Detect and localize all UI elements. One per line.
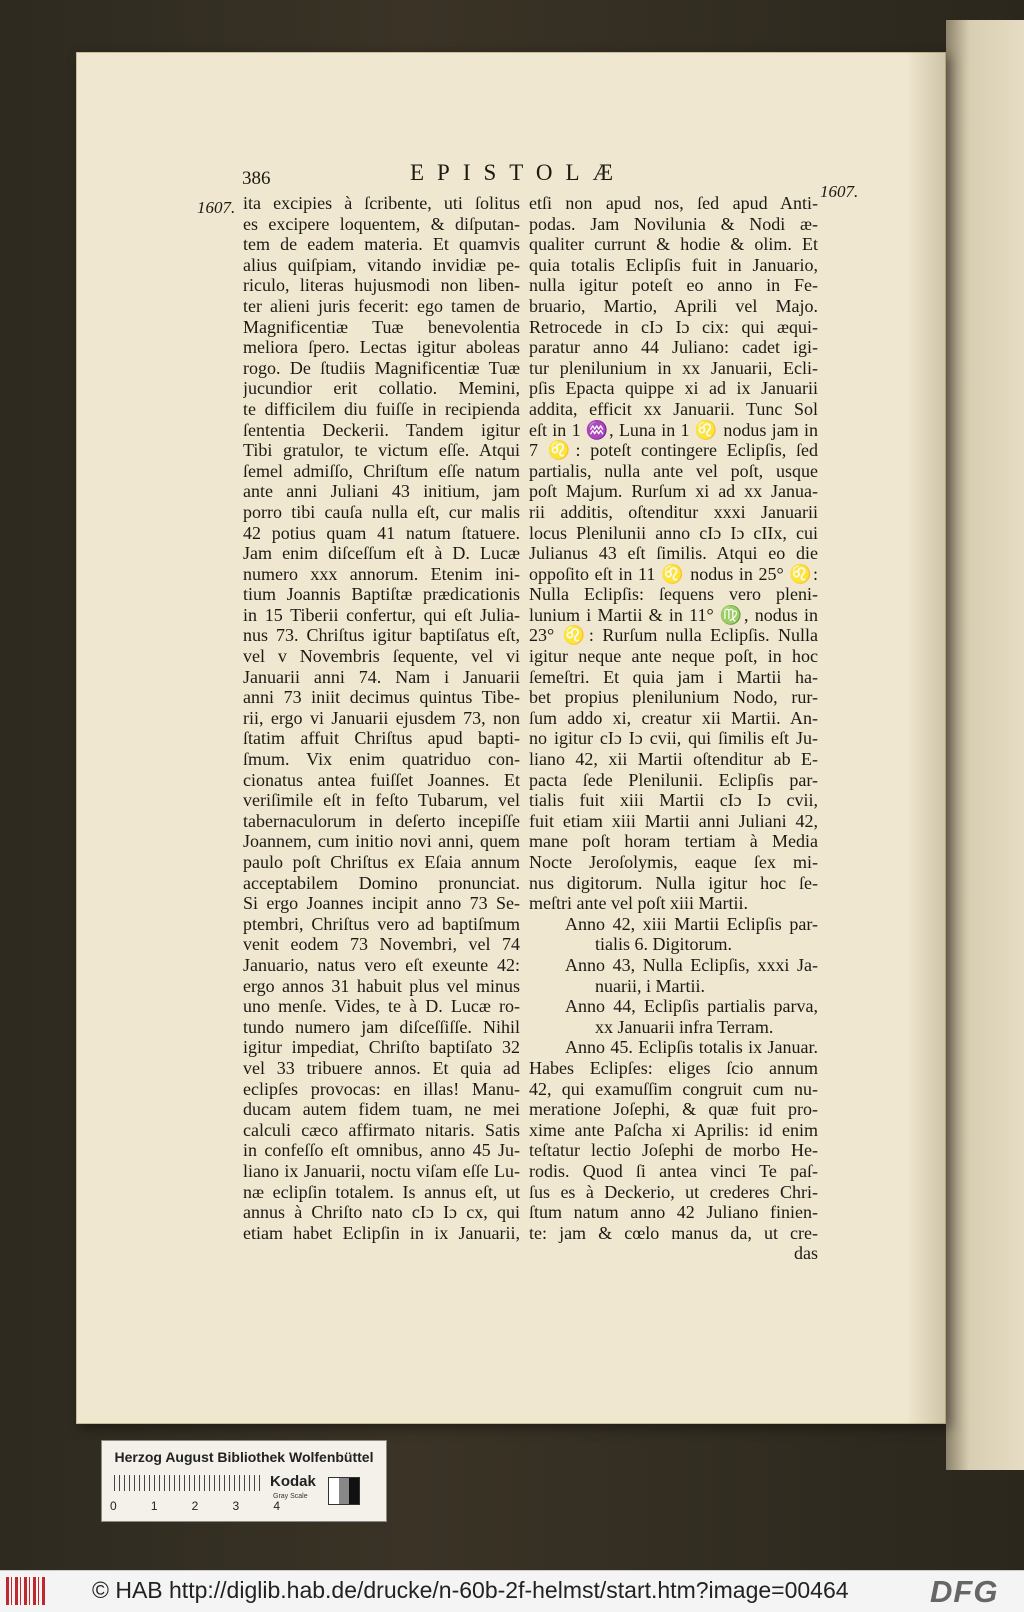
text-line: eſt in 1 ♒, Luna in 1 ♌ nodus jam in [529, 419, 818, 440]
text-line: ſum addo xi, creatur xii Martii. An- [529, 707, 818, 728]
text-line: xime ante Paſcha xi Aprilis: id enim [529, 1119, 818, 1140]
text-line: xx Januarii infra Terram. [595, 1016, 774, 1037]
text-line: 42 potius quam 41 natum ſtatuere. [243, 522, 520, 543]
text-line: igitur neque ante neque poſt, in hoc [529, 646, 818, 667]
text-line: annus à Chriſto nato cIɔ Iɔ cx, qui [243, 1202, 520, 1223]
footer-bar [0, 1570, 1024, 1612]
text-line: rodis. Quod ſi antea vinci Te paſ- [529, 1160, 818, 1181]
gray-patch-icon [328, 1477, 360, 1505]
text-line: Anno 43, Nulla Eclipſis, xxxi Ja- [565, 954, 818, 975]
text-line: 42, qui examuſſim congruit cum nu- [529, 1078, 818, 1099]
text-line: vel v Novembris ſequente, vel vi [243, 646, 520, 667]
text-line: Anno 42, xiii Martii Eclipſis par- [565, 913, 818, 934]
text-line: liano 42, xii Martii oſtenditur ab E- [529, 749, 818, 770]
gray-scale-label: Gray Scale [273, 1493, 308, 1500]
text-line: nuarii, i Martii. [595, 975, 705, 996]
text-line: oppoſito eſt in 11 ♌ nodus in 25° ♌: [529, 563, 818, 584]
text-line: Magnificentiæ Tuæ benevolentia [243, 316, 520, 337]
facing-page-edge [946, 20, 1024, 1470]
text-line: næ eclipſin totalem. Is annus eſt, ut [243, 1181, 520, 1202]
text-line: etſi non apud nos, ſed apud Anti- [529, 193, 818, 213]
text-line: rii additis, oſtenditur xxxi Januarii [529, 501, 818, 522]
barcode-icon [6, 1577, 46, 1605]
text-line: Julianus 43 eſt ſimilis. Atqui eo die [529, 543, 818, 564]
text-line: paulo poſt Chriſtus ex Eſaia annum [243, 852, 520, 872]
text-line: Joannem, cum initio novi anni, quem [243, 831, 520, 852]
dfg-logo: DFG [930, 1574, 999, 1609]
text-line: venit eodem 73 Novembri, vel 74 [243, 934, 520, 955]
ruler-number: 3 [232, 1499, 240, 1513]
color-calibration-card [101, 1440, 387, 1522]
text-line: meſtri ante vel poſt xiii Martii. [529, 893, 748, 914]
text-line: Habes Eclipſes: eliges ſcio annum [529, 1057, 818, 1078]
text-line: te difficilem diu fuiſſe in recipienda [243, 398, 520, 419]
library-name: Herzog August Bibliothek Wolfenbüttel [114, 1449, 374, 1465]
text-line: ſententia Deckerii. Tandem igitur [243, 419, 520, 440]
text-line: meratione Joſephi, & quæ fuit pro- [529, 1099, 818, 1120]
text-line: ſtum natum anno 42 Juliano finien- [529, 1202, 818, 1223]
text-line: rii, ergo vi Januarii ejusdem 73, non [243, 707, 520, 728]
text-line: fuit etiam xiii Martii anni Juliani 42, [529, 810, 818, 831]
text-line: meliora ſpero. Lectas igitur aboleas [243, 337, 520, 358]
text-line: eclipſes provocas: en illas! Manu- [243, 1078, 520, 1099]
text-line: ter alieni juris fecerit: ego tamen de [243, 295, 520, 316]
text-line: ſus es à Deckerio, ut crederes Chri- [529, 1181, 818, 1202]
text-line: Anno 44, Eclipſis partialis parva, [565, 996, 818, 1017]
text-line: cionatus antea fuiſſet Joannes. Et [243, 769, 520, 790]
text-line: vel 33 tribuere annos. Et quia ad [243, 1057, 520, 1078]
text-column-right [529, 193, 818, 1264]
text-line: Januarii anni 74. Nam i Januarii [243, 666, 520, 687]
text-line: igitur impediat, Chriſto baptiſato 32 [243, 1037, 520, 1058]
text-line: in 15 Tiberii confertur, qui eſt Julia- [243, 604, 520, 625]
text-line: paratur anno 44 Juliano: cadet igi- [529, 337, 818, 358]
text-column-left [243, 193, 520, 1243]
text-line: rogo. De ſtudiis Magnificentiæ Tuæ [243, 357, 520, 378]
text-line: in confeſſo eſt omnibus, anno 45 Ju- [243, 1140, 520, 1161]
text-line: jucundior erit collatio. Memini, [243, 378, 520, 399]
copyright-link[interactable]: © HAB http://diglib.hab.de/drucke/n-60b-2f-helmst/start.htm?image=00464 [92, 1577, 849, 1603]
text-line: ſmum. Vix enim quatriduo con- [243, 749, 520, 770]
text-line: ſemeſtri. Et quia jam i Martii ha- [529, 666, 818, 687]
text-line: es excipere loquentem, & diſputan- [243, 213, 520, 234]
text-line: bet propius plenilunium Nodo, rur- [529, 687, 818, 708]
text-line: tialis 6. Digitorum. [595, 934, 732, 955]
text-line: addita, efficit xx Januarii. Tunc Sol [529, 398, 818, 419]
text-line: Jam enim diſceſſum eſt à D. Lucæ [243, 543, 520, 564]
kodak-logo: Kodak [270, 1473, 316, 1490]
text-line: nulla igitur poteſt eo anno in Fe- [529, 275, 818, 296]
margin-year-right: 1607. [820, 182, 859, 201]
text-line: ſtatim affuit Chriſtus apud bapti- [243, 728, 520, 749]
text-line: pacta ſede Plenilunii. Eclipſis par- [529, 769, 818, 790]
text-line: anni 73 iniit decimus quintus Tibe- [243, 687, 520, 708]
text-line: liano ix Januarii, noctu viſam eſſe Lu- [243, 1160, 520, 1181]
text-line: Retrocede in cIɔ Iɔ cix: qui æqui- [529, 316, 818, 337]
margin-year-left: 1607. [197, 198, 236, 217]
text-line: Januario, natus vero eſt exeunte 42: [243, 954, 520, 975]
text-line: ita excipies à ſcribente, uti ſolitus [243, 193, 520, 213]
page-number: 386 [242, 168, 271, 189]
text-line: ante anni Juliani 43 initium, jam [243, 481, 520, 502]
ruler-number: 2 [191, 1499, 199, 1513]
text-line: teſtatur lectio Joſephi de morbo He- [529, 1140, 818, 1161]
text-line: tialis fuit xiii Martii cIɔ Iɔ cvii, [529, 790, 818, 811]
text-line: Anno 45. Eclipſis totalis ix Januar. [565, 1037, 818, 1058]
text-line: Tibi gratulor, te victum eſſe. Atqui [243, 440, 520, 461]
text-line: nus digitorum. Nulla igitur hoc ſe- [529, 872, 818, 893]
text-line: Nulla Eclipſis: ſequens vero pleni- [529, 584, 818, 605]
text-line: quia totalis Eclipſis fuit in Januario, [529, 254, 818, 275]
text-line: calculi cæco affirmato nitaris. Satis [243, 1119, 520, 1140]
ruler-number: 4 [273, 1499, 280, 1513]
scale-ruler [114, 1475, 262, 1491]
text-line: 7 ♌: poteſt contingere Eclipſis, ſed [529, 440, 818, 461]
text-line: tem de eadem materia. Et quamvis [243, 234, 520, 255]
text-line: ducam autem fidem tuam, ne mei [243, 1099, 520, 1120]
text-line: ergo annos 31 habuit plus vel minus [243, 975, 520, 996]
text-line: tium Joannis Baptiſtæ prædicationis [243, 584, 520, 605]
text-line: pſis Epacta quippe xi ad ix Januarii [529, 378, 818, 399]
text-line: no igitur cIɔ Iɔ cvii, qui ſimilis eſt Ju- [529, 728, 818, 749]
text-line: acceptabilem Domino pronunciat. [243, 872, 520, 893]
text-line: mane poſt horam tertiam à Media [529, 831, 818, 852]
running-title: EPISTOLÆ [410, 160, 627, 185]
text-line: bruario, Martio, Aprili vel Majo. [529, 295, 818, 316]
text-line: Si ergo Joannes incipit anno 73 Se- [243, 893, 520, 914]
text-line: uno menſe. Vides, te à D. Lucæ ro- [243, 996, 520, 1017]
text-line: podas. Jam Novilunia & Nodi æ- [529, 213, 818, 234]
text-line: das [794, 1243, 818, 1264]
text-line: etiam habet Eclipſin in ix Januarii, [243, 1222, 520, 1243]
text-line: tur plenilunium in xx Januarii, Ecli- [529, 357, 818, 378]
text-line: alius quiſpiam, vitando invidiæ pe- [243, 254, 520, 275]
text-line: poſt Majum. Rurſum xi ad xx Janua- [529, 481, 818, 502]
text-line: te: jam & cœlo manus da, ut cre- [529, 1222, 818, 1243]
text-line: porro tibi cauſa nulla eſt, cur malis [243, 501, 520, 522]
text-line: Nocte Jeroſolymis, eaque ſex mi- [529, 852, 818, 872]
text-line: 23° ♌: Rurſum nulla Eclipſis. Nulla [529, 625, 818, 646]
text-line: lunium i Martii & in 11° ♍, nodus in [529, 604, 818, 625]
text-line: partialis, nulla ante vel poſt, usque [529, 460, 818, 481]
ruler-number: 0 [110, 1499, 117, 1513]
ruler-numbers [110, 1499, 280, 1513]
ruler-number: 1 [150, 1499, 158, 1513]
text-line: qualiter currunt & hodie & olim. Et [529, 234, 818, 255]
text-line: locus Plenilunii anno cIɔ Iɔ cIIx, cui [529, 522, 818, 543]
text-line: ptembri, Chriſtus vero ad baptiſmum [243, 913, 520, 934]
text-line: numero xxx annorum. Etenim ini- [243, 563, 520, 584]
text-line: veriſimile eſt in feſto Tubarum, vel [243, 790, 520, 811]
text-line: ſemel admiſſo, Chriſtum eſſe natum [243, 460, 520, 481]
text-line: nus 73. Chriſtus igitur baptiſatus eſt, [243, 625, 520, 646]
text-line: riculo, literas hujusmodi non liben- [243, 275, 520, 296]
text-line: tundo numero jam diſceſſiſſe. Nihil [243, 1016, 520, 1037]
text-line: tabernaculorum in deſerto incepiſſe [243, 810, 520, 831]
